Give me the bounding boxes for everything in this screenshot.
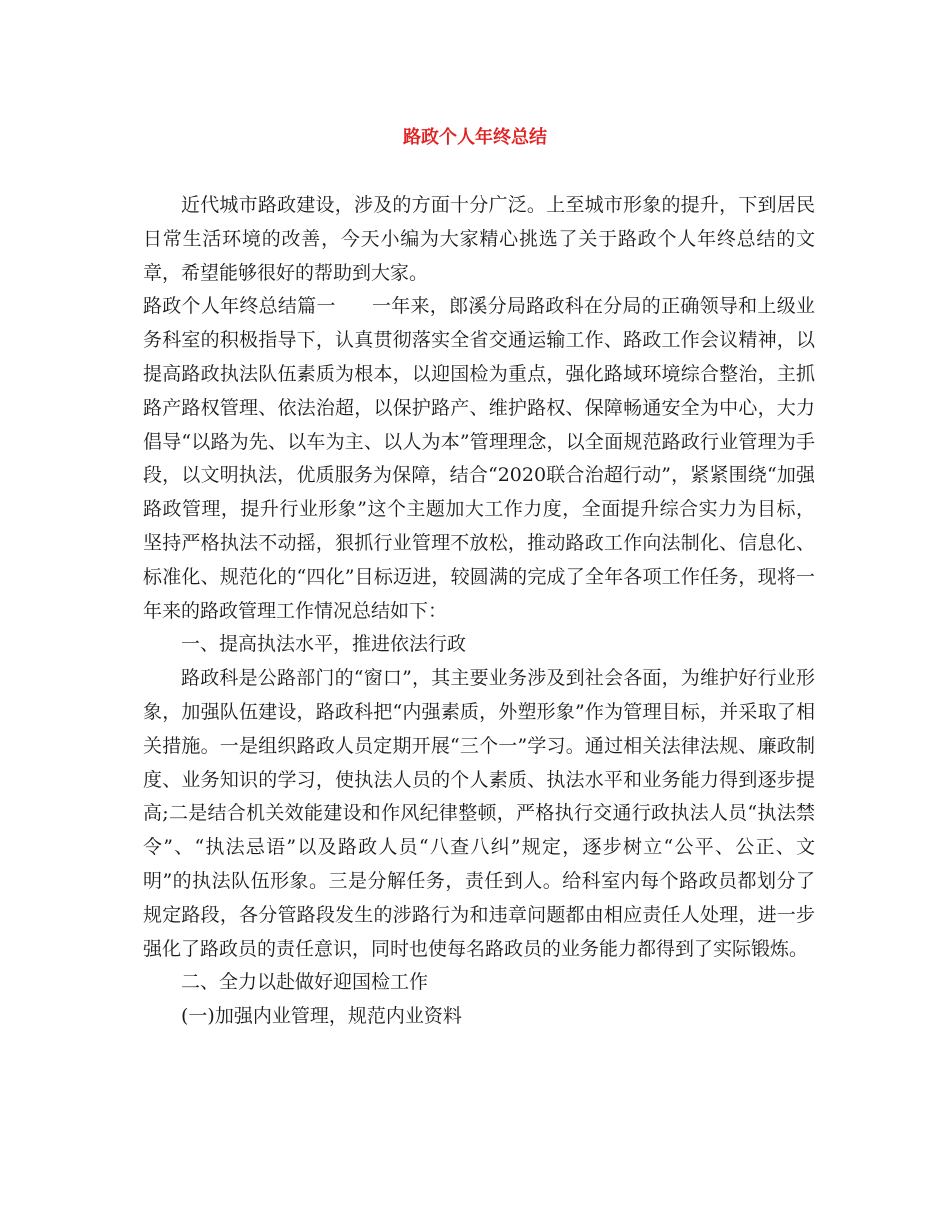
section-heading: 一、提高执法水平，推进依法行政 xyxy=(181,633,467,656)
article-paragraph xyxy=(143,290,815,628)
document-title: 路政个人年终总结 xyxy=(403,127,547,148)
article-lead: 一年来，郎溪分局路政科在分局的正确领导和上级业务科室的积极指导下，认真贯彻落实全省交通运输工作、路政工作会议精神，以提高路政执法队伍素质为根本，以迎国检为重点，强化路域环境综合整治，主抓路产路权管理、依法治超，以保护路产、维护路权、保障畅通安全为中心，大力倡导“以路为先、以车为主、以人为本”管理理念，以全面规范路政行业管理为手段，以文明执法，优质服务为保障，结合“2020联合治超行动”，紧紧围绕“加强路政管理，提升行业形象”这个主题加大工作力度，全面提升综合实力为目标，坚持严格执法不动摇，狠抓行业管理不放松，推动路政工作向法制化、信息化、标准化、规范化的“四化”目标迈进，较圆满的完成了全年各项工作任务，现将一年来的路政管理工作情况总结如下： xyxy=(143,295,815,622)
intro-paragraph: 近代城市路政建设，涉及的方面十分广泛。上至城市形象的提升，下到居民日常生活环境的改善，今天小编为大家精心挑选了关于路政个人年终总结的文章，希望能够很好的帮助到大家。 xyxy=(143,194,815,284)
article-label: 路政个人年终总结篇一 xyxy=(143,295,336,318)
subsection-heading: (一)加强内业管理，规范内业资料 xyxy=(181,1005,462,1028)
section-paragraph: 路政科是公路部门的“窗口”，其主要业务涉及到社会各面，为维护好行业形象，加强队伍建设，路政科把“内强素质，外塑形象”作为管理目标，并采取了相关措施。一是组织路政人员定期开展“三个一”学习。通过相关法律法规、廉政制度、业务知识的学习，使执法人员的个人素质、执法水平和业务能力得到逐步提高;二是结合机关效能建设和作风纪律整顿，严格执行交通行政执法人员“执法禁令”、“执法忌语”以及路政人员“八查八纠”规定，逐步树立“公平、公正、文明”的执法队伍形象。三是分解任务，责任到人。给科室内每个路政员都划分了规定路段，各分管路段发生的涉路行为和违章问题都由相应责任人处理，进一步强化了路政员的责任意识，同时也使每名路政员的业务能力都得到了实际锻炼。 xyxy=(143,667,815,960)
document-body xyxy=(143,189,815,1034)
section-heading: 二、全力以赴做好迎国检工作 xyxy=(181,971,429,994)
